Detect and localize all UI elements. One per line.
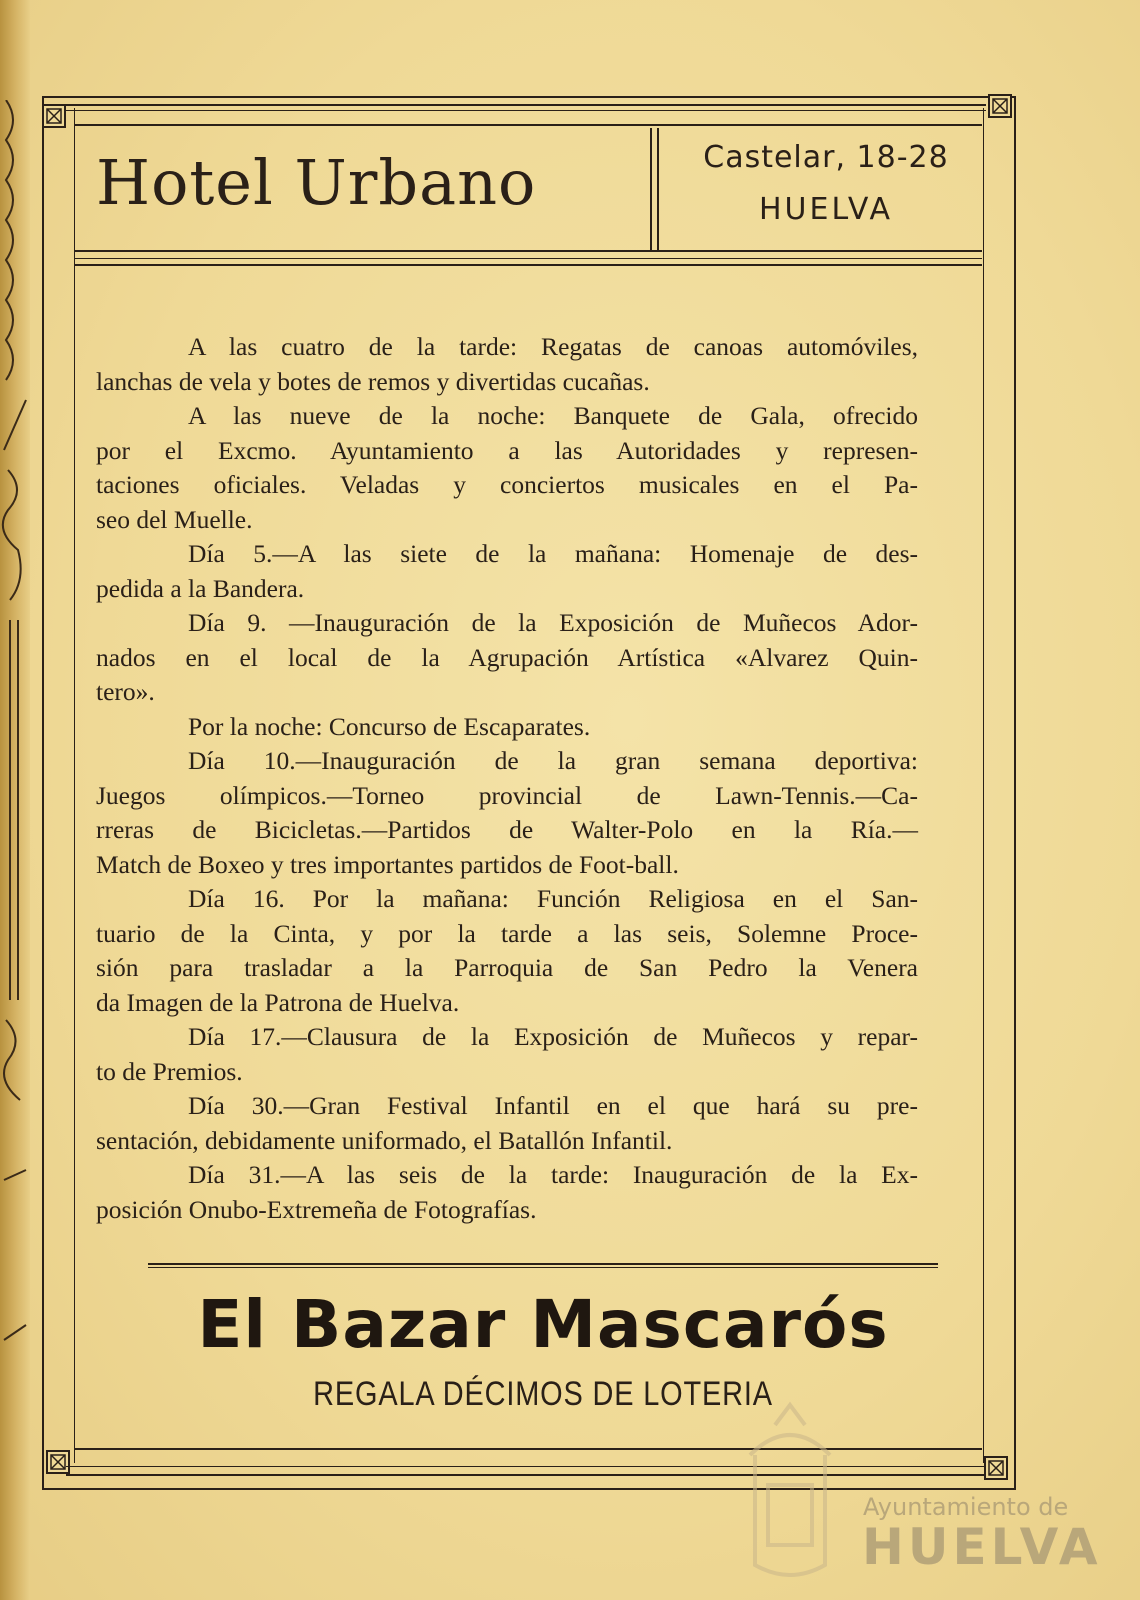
header-top-rule-thin [66, 110, 986, 111]
text-line: Match de Boxeo y tres importantes partidos de Foot-ball. [96, 849, 679, 879]
text-line: posición Onubo-Extremeña de Fotografías. [96, 1194, 537, 1224]
text-line: Día 10.—Inauguración de la gran semana deportiva: [188, 746, 918, 775]
program-paragraph [96, 1158, 918, 1227]
text-line: Día 9. —Inauguración de la Exposición de Muñecos Ador- [188, 608, 918, 637]
watermark-line2: HUELVA [862, 1518, 1102, 1576]
text-line: seo del Muelle. [96, 504, 253, 534]
corner-ornament-icon [46, 1450, 70, 1474]
hotel-address: Castelar, 18-28 [703, 140, 949, 175]
text-line: pedida a la Bandera. [96, 573, 305, 603]
program-paragraph [96, 399, 918, 537]
program-paragraph [96, 882, 918, 1020]
program-paragraph [96, 1020, 918, 1089]
text-line: Día 5.—A las siete de la mañana: Homenaje de des- [188, 539, 918, 568]
text-line: Día 16. Por la mañana: Función Religiosa en el San- [188, 884, 918, 913]
text-line: rreras de Bicicletas.—Partidos de Walter-Polo en la Ría.— [96, 815, 918, 844]
program-paragraph [96, 1089, 918, 1158]
program-text [96, 330, 918, 1227]
text-line: Juegos olímpicos.—Torneo provincial de Lawn-Tennis.—Ca- [96, 780, 918, 810]
text-line: tero». [96, 677, 155, 706]
text-line: tuario de la Cinta, y por la tarde a las seis, Solemne Proce- [96, 918, 918, 948]
text-line: A las nueve de la noche: Banquete de Gala, ofrecido [188, 401, 918, 430]
watermark-line1: Ayuntamiento de [863, 1493, 1069, 1521]
text-line: nados en el local de la Agrupación Artística «Alvarez Quin- [96, 642, 918, 672]
hotel-name: Hotel Urbano [96, 146, 537, 219]
text-line: lanchas de vela y botes de remos y divertidas cucañas. [96, 366, 650, 396]
text-line: to de Premios. [96, 1056, 243, 1086]
ornament-border-icon [0, 100, 30, 1500]
program-paragraph [142, 710, 918, 745]
header-rule [74, 264, 982, 266]
header-top-rule [66, 104, 986, 106]
hotel-city: HUELVA [758, 192, 893, 227]
text-line: por el Excmo. Ayuntamiento a las Autoridades y represen- [96, 435, 918, 465]
text-line: A las cuatro de la tarde: Regatas de canoas automóviles, [188, 332, 918, 361]
program-paragraph [96, 744, 918, 882]
header-box-top [74, 124, 982, 126]
corner-ornament-icon [988, 94, 1012, 118]
program-paragraph [96, 537, 918, 606]
advert-subtitle: REGALA DÉCIMOS DE LOTERIA [313, 1375, 773, 1413]
program-paragraph [96, 330, 918, 399]
text-line: da Imagen de la Patrona de Huelva. [96, 987, 460, 1017]
advert-rule [148, 1263, 938, 1268]
header-divider [650, 128, 659, 250]
text-line: Día 30.—Gran Festival Infantil en el que hará su pre- [188, 1091, 918, 1120]
header-rule-thin [74, 258, 982, 259]
text-line: Día 31.—A las seis de la tarde: Inauguración de la Ex- [188, 1160, 918, 1189]
text-line: taciones oficiales. Veladas y conciertos musicales en el Pa- [96, 470, 918, 499]
text-line: Por la noche: Concurso de Escaparates. [188, 711, 591, 741]
text-line: Día 17.—Clausura de la Exposición de Muñecos y repar- [188, 1022, 918, 1051]
header-box-bottom [74, 250, 982, 252]
corner-ornament-icon [42, 104, 66, 128]
advert-title: El Bazar Mascarós [197, 1286, 889, 1363]
text-line: sentación, debidamente uniformado, el Batallón Infantil. [96, 1125, 673, 1155]
text-line: sión para trasladar a la Parroquia de San Pedro la Venera [96, 953, 918, 982]
program-paragraph [96, 606, 918, 710]
